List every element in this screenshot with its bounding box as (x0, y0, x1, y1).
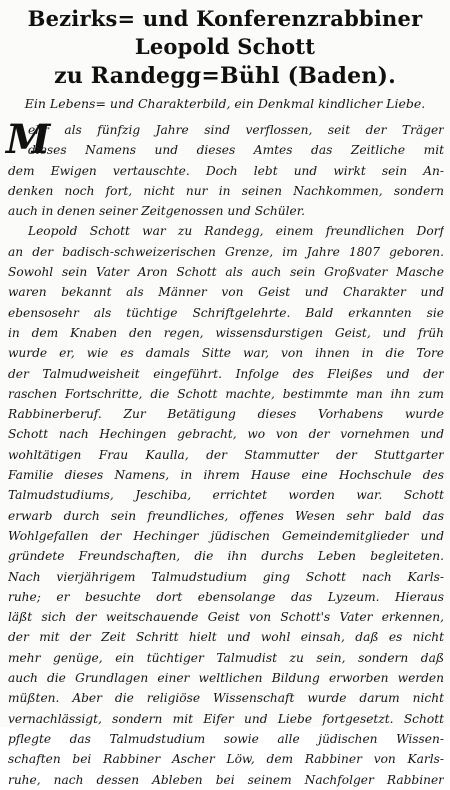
text-line: wurde er, wie es damals Sitte war, von ihnen in die Tore (8, 346, 444, 361)
text-line: schaften bei Rabbiner Ascher Löw, dem Rabbiner von Karls- (8, 752, 444, 767)
text-line: ehr als fünfzig Jahre sind verflossen, seit der Träger (28, 123, 444, 137)
text-line: Nach vierjährigem Talmudstudium ging Schott nach Karls- (8, 569, 444, 584)
text-line: Rabbinerberuf. Zur Betätigung dieses Vorhabens wurde (8, 407, 444, 422)
article-body (8, 120, 444, 790)
text-line: waren bekannt als Männer von Geist und Charakter und (8, 285, 444, 300)
text-line: raschen Fortschritte, die Schott machte, bestimmte man ihn zum (8, 386, 444, 401)
text-line: Sowohl sein Vater Aron Schott als auch sein Großvater Masche (8, 265, 444, 280)
text-line: Familie dieses Namens, in ihrem Hause eine Hochschule des (8, 468, 444, 483)
text-line: Leopold Schott war zu Randegg, einem freundlichen Dorf (28, 224, 444, 239)
title-line-2: Leopold Schott (134, 34, 316, 59)
text-line: wohltätigen Frau Kaulla, der Stammutter der Stuttgarter (8, 447, 444, 462)
text-line: läßt sich der weitschauende Geist von Schott's Vater erkennen, (8, 610, 444, 625)
text-line: der mit der Zeit Schritt hielt und wohl einsah, daß es nicht (8, 630, 444, 645)
text-line: mehr genüge, ein tüchtiger Talmudist zu sein, sondern daß (8, 650, 444, 665)
text-line: erwarb durch sein freundliches, offenes Wesen sehr bald das (8, 508, 444, 523)
drop-cap-letter: M (6, 116, 51, 163)
article-subtitle: Ein Lebens= und Charakterbild, ein Denkmal kindlicher Liebe. (24, 96, 426, 111)
text-line: in dem Knaben den regen, wissensdurstigen Geist, und früh (8, 325, 444, 340)
text-line: an der badisch-schweizerischen Grenze, im Jahre 1807 geboren. (8, 244, 444, 259)
text-line: müßten. Aber die religiöse Wissenschaft wurde darum nicht (8, 691, 444, 706)
text-line: gründete Freundschaften, die ihn durchs Leben begleiteten. (8, 549, 444, 564)
text-line: ruhe; er besuchte dort ebensolange das Lyzeum. Hieraus (8, 589, 444, 604)
text-line: auch in denen seiner Zeitgenossen und Schüler. (8, 204, 306, 219)
text-line: Wohlgefallen der Hechinger jüdischen Gemeindemitglieder und (8, 528, 444, 543)
text-line: der Talmudweisheit eingeführt. Infolge des Fleißes und der (8, 366, 444, 381)
title-line-3: zu Randegg=Bühl (Baden). (54, 63, 396, 89)
title-line-1: Bezirks= und Konferenzrabbiner (27, 6, 423, 31)
text-line: ebensosehr als tüchtige Schriftgelehrte. Bald erkannten sie (8, 305, 444, 320)
text-line: ruhe, nach dessen Ableben bei seinem Nachfolger Rabbiner (8, 772, 444, 787)
text-line: Talmudstudiums, Jeschiba, errichtet worden war. Schott (8, 488, 444, 503)
text-line: denken noch fort, nicht nur in seinen Nachkommen, sondern (8, 183, 444, 198)
text-line: vernachlässigt, sondern mit Eifer und Liebe fortgesetzt. Schott (8, 711, 444, 726)
text-line: pflegte das Talmudstudium sowie alle jüdischen Wissen- (8, 731, 444, 746)
text-line: auch die Grundlagen einer weltlichen Bildung erworben werden (8, 671, 444, 686)
text-line: dem Ewigen vertauschte. Doch lebt und wirkt sein An- (8, 163, 444, 178)
text-line: dieses Namens und dieses Amtes das Zeitliche mit (28, 143, 444, 158)
text-line: Schott nach Hechingen gebracht, wo von der vornehmen und (8, 427, 444, 442)
